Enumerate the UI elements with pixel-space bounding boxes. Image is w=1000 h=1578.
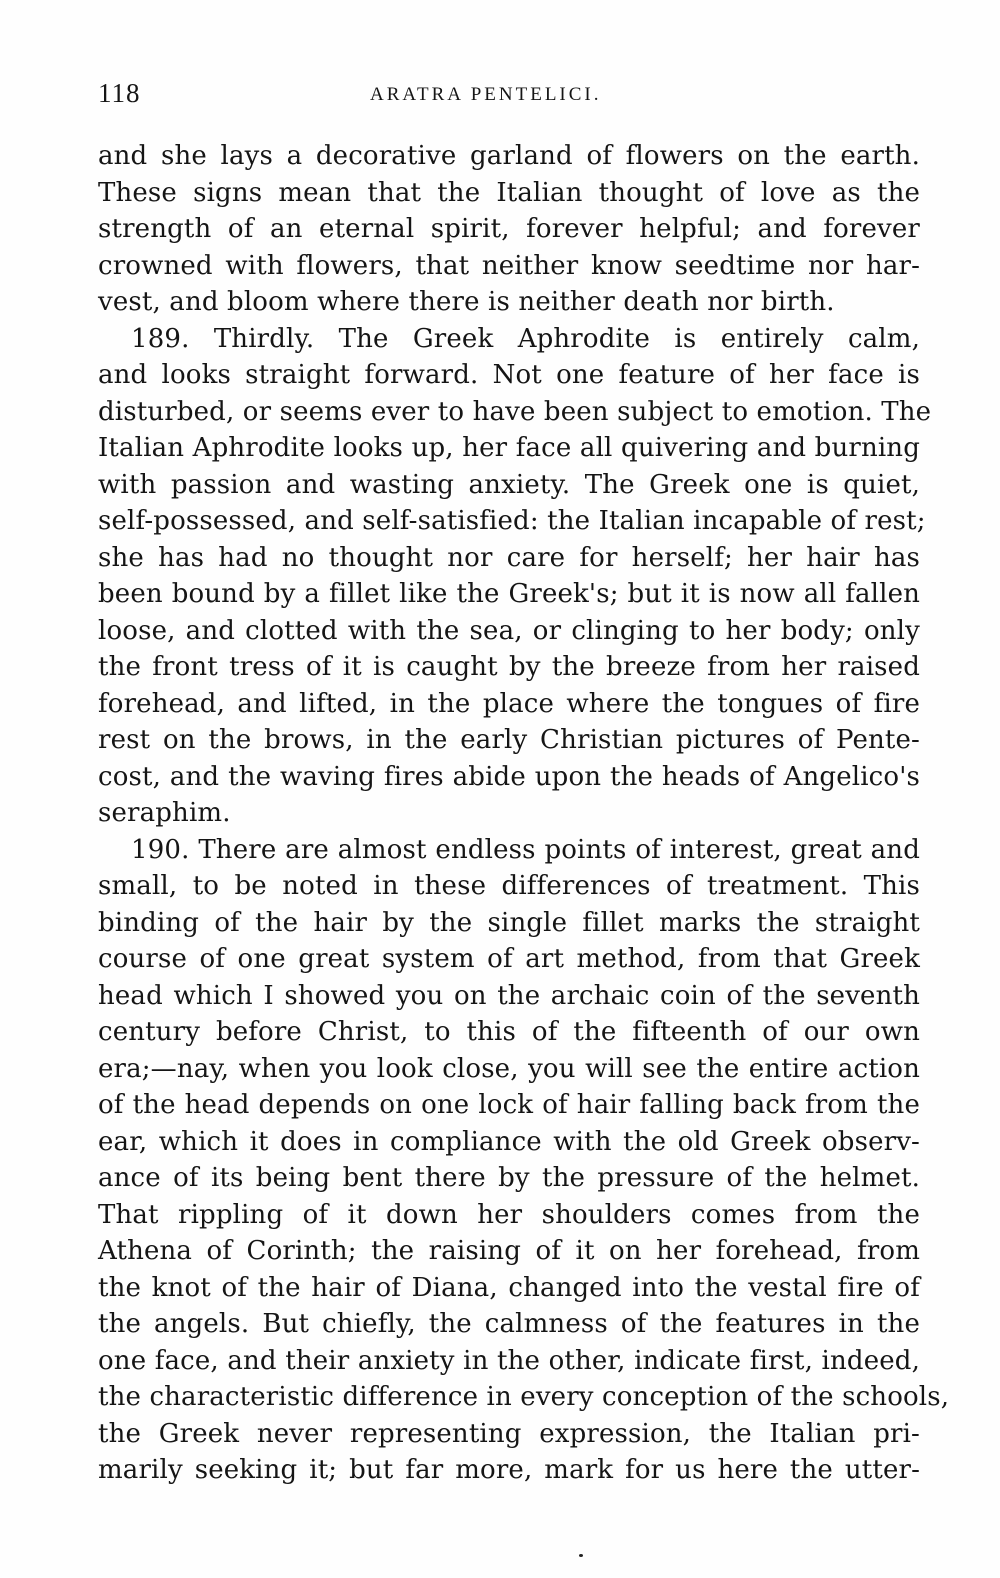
text-line: of the head depends on one lock of hair falling back from the: [98, 1090, 920, 1120]
text-line: been bound by a fillet like the Greek's; but it is now all fallen: [98, 579, 920, 609]
text-line: the Greek never representing expression, the Italian pri-: [98, 1418, 920, 1449]
text-line: vest, and bloom where there is neither death nor birth.: [98, 287, 835, 317]
text-line: head which I showed you on the archaic coin of the seventh: [98, 980, 920, 1011]
paragraph-189-start: 189. Thirdly. The Greek Aphrodite is entirely calm,: [131, 323, 920, 354]
text-line: forehead, and lifted, in the place where the tongues of fire: [98, 688, 920, 719]
text-line: the front tress of it is caught by the breeze from her raised: [98, 652, 920, 682]
text-line: marily seeking it; but far more, mark for us here the utter-: [98, 1455, 920, 1485]
text-line: That rippling of it down her shoulders comes from the: [98, 1199, 920, 1230]
text-line: crowned with flowers, that neither know seedtime nor har-: [98, 250, 920, 281]
text-line: small, to be noted in these differences of treatment. This: [98, 871, 920, 901]
page-number: 118: [98, 78, 141, 108]
text-line: course of one great system of art method, from that Greek: [98, 944, 920, 974]
paragraph-190-start: 190. There are almost endless points of interest, great and: [131, 834, 920, 865]
running-title: ARATRA PENTELICI.: [370, 84, 602, 105]
text-line: strength of an eternal spirit, forever helpful; and forever: [98, 214, 920, 244]
body-text: [98, 138, 950, 1489]
text-line: ance of its being bent there by the pressure of the helmet.: [98, 1163, 920, 1193]
text-line: and she lays a decorative garland of flowers on the earth.: [98, 141, 920, 171]
text-line: binding of the hair by the single fillet marks the straight: [98, 907, 920, 938]
text-line: with passion and wasting anxiety. The Greek one is quiet,: [98, 469, 920, 500]
text-line: and looks straight forward. Not one feature of her face is: [98, 360, 920, 390]
text-line: Athena of Corinth; the raising of it on her forehead, from: [98, 1236, 920, 1266]
text-line: era;—nay, when you look close, you will see the entire action: [98, 1053, 920, 1084]
text-line: These signs mean that the Italian thought of love as the: [98, 177, 920, 208]
text-line: the knot of the hair of Diana, changed into the vestal fire of: [98, 1272, 920, 1303]
text-line: one face, and their anxiety in the other, indicate first, indeed,: [98, 1345, 920, 1376]
text-line: she has had no thought nor care for herself; her hair has: [98, 542, 920, 573]
text-line: the angels. But chiefly, the calmness of the features in the: [98, 1309, 920, 1339]
text-line: the characteristic difference in every conception of the schools,: [98, 1382, 950, 1412]
text-line: loose, and clotted with the sea, or clinging to her body; only: [98, 615, 920, 646]
text-line: rest on the brows, in the early Christian pictures of Pente-: [98, 725, 920, 755]
text-line: seraphim.: [98, 798, 231, 828]
text-line: self-possessed, and self-satisfied: the Italian incapable of rest;: [98, 506, 926, 536]
text-line: disturbed, or seems ever to have been subject to emotion. The: [98, 396, 932, 427]
text-line: Italian Aphrodite looks up, her face all quivering and burning: [98, 433, 920, 463]
running-head: [98, 78, 920, 118]
text-line: century before Christ, to this of the fifteenth of our own: [98, 1017, 920, 1047]
print-speck: [579, 1554, 583, 1557]
text-line: cost, and the waving fires abide upon the heads of Angelico's: [98, 761, 920, 792]
text-line: ear, which it does in compliance with the old Greek observ-: [98, 1126, 920, 1157]
